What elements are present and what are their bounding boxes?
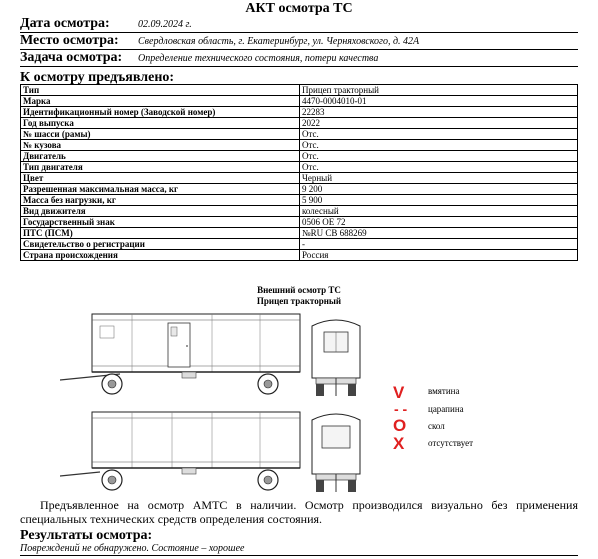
- property-value: 5 900: [300, 195, 578, 206]
- property-value: Отс.: [300, 140, 578, 151]
- property-key: Свидетельство о регистрации: [21, 239, 300, 250]
- results-text: Повреждений не обнаружено. Состояние – хорошее: [20, 542, 578, 556]
- property-key: ПТС (ПСМ): [21, 228, 300, 239]
- trailer-rear-view-bottom: [308, 406, 364, 496]
- figure-subtitle: Прицеп тракторный: [256, 296, 342, 306]
- property-key: Год выпуска: [21, 118, 300, 129]
- property-key: Тип: [21, 85, 300, 96]
- property-key: Тип двигателя: [21, 162, 300, 173]
- property-row: [21, 162, 578, 173]
- property-key: Двигатель: [21, 151, 300, 162]
- property-value: Прицеп тракторный: [300, 85, 578, 96]
- property-key: Страна происхождения: [21, 250, 300, 261]
- property-key: Марка: [21, 96, 300, 107]
- property-key: № шасси (рамы): [21, 129, 300, 140]
- inspection-place-value: Свердловская область, г. Екатеринбург, ул. Черняховского, д. 42А: [138, 36, 420, 47]
- property-value: колесный: [300, 206, 578, 217]
- legend-chip-symbol: O: [393, 416, 407, 435]
- property-value: №RU СВ 688269: [300, 228, 578, 239]
- trailer-front-view-top: [308, 312, 364, 400]
- trailer-side-view-top: [60, 308, 310, 400]
- property-row: [21, 206, 578, 217]
- inspection-task-label: Задача осмотра:: [20, 50, 123, 65]
- property-row: [21, 129, 578, 140]
- property-key: Государственный знак: [21, 217, 300, 228]
- legend-scratch-symbol: - -: [394, 401, 408, 417]
- legend-chip-label: скол: [428, 421, 445, 431]
- property-row: [21, 140, 578, 151]
- figure-title: Внешний осмотр ТС: [257, 285, 341, 295]
- property-key: Идентификационный номер (Заводской номер): [21, 107, 300, 118]
- inspection-note-paragraph: Предъявленное на осмотр АМТС в наличии. Осмотр производился визуально без применения специальных технических средств определения состояния.: [20, 498, 578, 526]
- presented-section-title: К осмотру предъявлено:: [20, 70, 175, 85]
- legend-missing-label: отсутствует: [428, 438, 474, 448]
- legend-dent-label: вмятина: [428, 386, 460, 396]
- property-value: Черный: [300, 173, 578, 184]
- property-value: Отс.: [300, 151, 578, 162]
- property-row: [21, 239, 578, 250]
- property-value: Россия: [300, 250, 578, 261]
- property-key: № кузова: [21, 140, 300, 151]
- legend-scratch-label: царапина: [428, 404, 464, 414]
- property-key: Цвет: [21, 173, 300, 184]
- document-title: АКТ осмотра ТС: [245, 1, 353, 16]
- results-title: Результаты осмотра:: [20, 528, 153, 543]
- property-key: Масса без нагрузки, кг: [21, 195, 300, 206]
- property-row: [21, 228, 578, 239]
- legend-dent-symbol: V: [393, 383, 405, 402]
- property-row: [21, 107, 578, 118]
- damage-legend: [388, 380, 498, 460]
- property-row: [21, 195, 578, 206]
- property-row: [21, 118, 578, 129]
- property-key: Вид движителя: [21, 206, 300, 217]
- property-row: [21, 96, 578, 107]
- property-row: [21, 250, 578, 261]
- property-value: 2022: [300, 118, 578, 129]
- trailer-side-view-bottom: [60, 408, 310, 496]
- property-row: [21, 85, 578, 96]
- property-row: [21, 151, 578, 162]
- inspection-task-row: [20, 50, 578, 67]
- property-value: 0506 ОЕ 72: [300, 217, 578, 228]
- property-value: -: [300, 239, 578, 250]
- property-value: 4470-0004010-01: [300, 96, 578, 107]
- property-value: Отс.: [300, 129, 578, 140]
- property-value: 9 200: [300, 184, 578, 195]
- legend-missing-symbol: X: [393, 434, 405, 453]
- inspection-date-label: Дата осмотра:: [20, 16, 110, 31]
- property-row: [21, 184, 578, 195]
- vehicle-properties-table: [20, 84, 578, 261]
- property-value: Отс.: [300, 162, 578, 173]
- property-row: [21, 173, 578, 184]
- inspection-place-label: Место осмотра:: [20, 33, 119, 48]
- inspection-task-value: Определение технического состояния, потери качества: [138, 53, 379, 64]
- inspection-date-value: 02.09.2024 г.: [138, 19, 192, 30]
- property-value: 22283: [300, 107, 578, 118]
- property-key: Разрешенная максимальная масса, кг: [21, 184, 300, 195]
- inspection-date-row: [20, 16, 578, 33]
- property-row: [21, 217, 578, 228]
- inspection-place-row: [20, 33, 578, 50]
